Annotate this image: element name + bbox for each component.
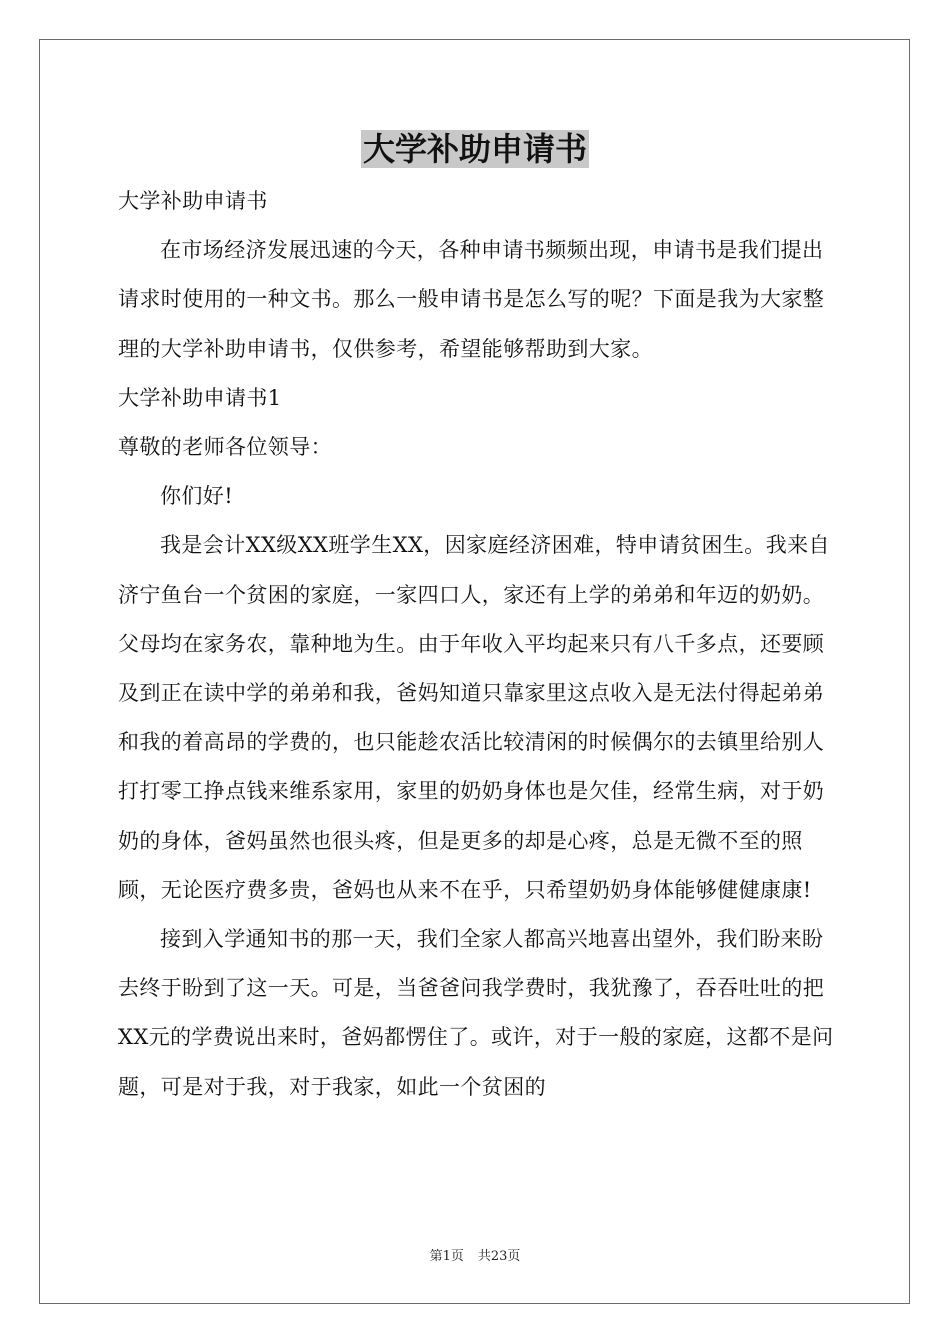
paragraph-body-2: 接到入学通知书的那一天，我们全家人都高兴地喜出望外，我们盼来盼去终于盼到了这一天。可是，当爸爸问我学费时，我犹豫了，吞吞吐吐的把XX元的学费说出来时，爸妈都愣住了。或许，对于一般的家庭，这都不是问题，可是对于我，对于我家，如此一个贫困的 — [118, 927, 834, 1099]
document-title-text: 大学补助申请书 — [362, 130, 587, 168]
paragraph-section-title: 大学补助申请书1 — [118, 385, 282, 410]
paragraph-intro: 在市场经济发展迅速的今天，各种申请书频频出现，申请书是我们提出请求时使用的一种文书。那么一般申请书是怎么写的呢？下面是我为大家整理的大学补助申请书，仅供参考，希望能够帮助到大家。 — [118, 238, 825, 361]
page-number: 第1页 — [429, 1249, 464, 1264]
page-total: 共23页 — [477, 1249, 521, 1264]
paragraph-salutation: 尊敬的老师各位领导： — [118, 435, 332, 460]
paragraph-heading: 大学补助申请书 — [118, 189, 268, 213]
paragraph-body-1: 我是会计XX级XX班学生XX，因家庭经济困难，特申请贫困生。我来自济宁鱼台一个贫困的家庭，一家四口人，家还有上学的弟弟和年迈的奶奶。父母均在家务农，靠种地为生。由于年收入平均起来只有八千多点，还要顾及到正在读中学的弟弟和我，爸妈知道只靠家里这点收入是无法付得起弟弟和我的着高昂的学费的，也只能趁农活比较清闲的时候偶尔的去镇里给别人打打零工挣点钱来维系家用，家里的奶奶身体也是欠佳，经常生病，对于奶奶的身体，爸妈虽然也很头疼，但是更多的却是心疼，总是无微不至的照顾，无论医疗费多贵，爸妈也从来不在乎，只希望奶奶身体能够健健康康! — [118, 533, 830, 902]
paragraph-greeting: 你们好! — [160, 484, 234, 509]
document-title — [0, 128, 950, 170]
document-body — [118, 177, 834, 1112]
page-footer — [0, 1248, 950, 1266]
